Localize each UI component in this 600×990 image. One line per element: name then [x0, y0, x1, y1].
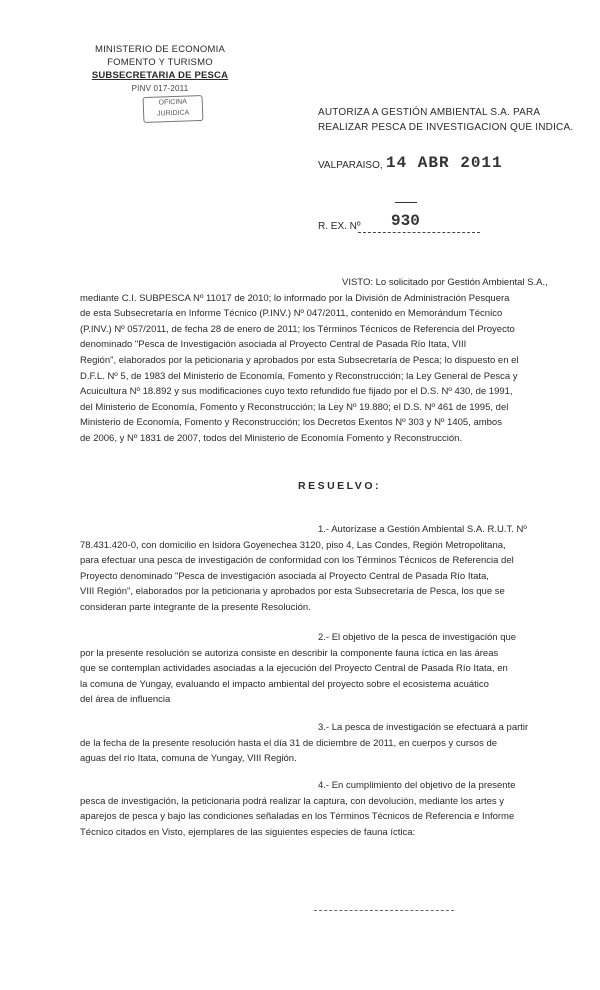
point-1-line-4: Proyecto denominado "Pesca de investigación asociada al Proyecto Central de Pasada Río Itata,	[80, 570, 489, 582]
resolution-point-1	[80, 522, 527, 616]
point-3-line-3: aguas del río Itata, comuna de Yungay, VIII Región.	[80, 753, 297, 765]
resolution-point-2	[80, 630, 516, 708]
number-underline	[358, 232, 480, 233]
point-1-line-5: VIII Región", elaborados por la peticionaria y aprobados por esta Subsecretaría de Pesca, los que se	[80, 586, 505, 598]
point-4-line-3: aparejos de pesca y bajo las condiciones señaladas en los Términos Técnicos de Referencia e Informe	[80, 811, 515, 823]
resuelvo-heading: RESUELVO:	[298, 480, 381, 492]
visto-section	[80, 275, 548, 447]
ministry-header	[80, 43, 240, 95]
place-and-date	[318, 154, 503, 172]
point-1-line-3: para efectuar una pesca de investigación de conformidad con los Términos Técnicos de Referencia del	[80, 555, 514, 567]
date-stamp: 14 ABR 2011	[386, 154, 503, 172]
visto-line-3: de esta Subsecretaría en Informe Técnico (P.INV.) Nº 047/2011, contenido en Memorándum Técnico	[80, 308, 503, 320]
subject-line-1: AUTORIZA A GESTIÓN AMBIENTAL S.A. PARA	[318, 107, 541, 118]
point-1-line-2: 78.431.420-0, con domicilio en Isidora Goyenechea 3120, piso 4, Las Condes, Región Metropolitana,	[80, 539, 506, 551]
point-4-line-1: 4.- En cumplimiento del objetivo de la presente	[318, 780, 516, 791]
stamp-line-2: JURIDICA	[156, 109, 190, 118]
point-4-line-4: Técnico citados en Visto, ejemplares de las siguientes especies de fauna íctica:	[80, 826, 416, 838]
stamp-line-1: OFICINA	[158, 98, 188, 107]
point-2-line-2: por la presente resolución se autoriza consiste en describir la componente fauna íctica en las áreas	[80, 647, 499, 659]
point-2-line-5: del área de influencia	[80, 694, 171, 706]
subject-line-2: REALIZAR PESCA DE INVESTIGACION QUE INDICA.	[318, 122, 574, 133]
resolution-point-3	[80, 720, 528, 767]
visto-line-7: D.F.L. Nº 5, de 1983 del Ministerio de Economía, Fomento y Reconstrucción; la Ley General de Pesca y	[80, 370, 518, 382]
visto-line-5: denominado "Pesca de Investigación asociada al Proyecto Central de Pasada Río Itata, VIII	[80, 339, 467, 351]
visto-line-1: VISTO: Lo solicitado por Gestión Ambiental S.A.,	[342, 277, 548, 288]
page-end-dashes	[314, 910, 454, 911]
visto-line-6: Región", elaborados por la peticionaria y aprobados por esta Subsecretaría de Pesca; lo dispuesto en el	[80, 354, 519, 366]
resolution-number-label: R. EX. Nº	[318, 221, 361, 232]
point-3-line-1: 3.- La pesca de investigación se efectuará a partir	[318, 722, 529, 733]
point-4-line-2: pesca de investigación, la peticionaria podrá realizar la captura, con devolución, mediante los artes y	[80, 795, 505, 807]
point-1-line-1: 1.- Autorízase a Gestión Ambiental S.A. R.U.T. Nº	[318, 524, 527, 535]
resolution-number: 930	[391, 212, 420, 230]
resolution-number-line	[318, 212, 420, 232]
visto-line-2: mediante C.I. SUBPESCA Nº 11017 de 2010; lo informado por la División de Administración Pesquera	[80, 292, 510, 304]
office-stamp	[143, 95, 204, 123]
visto-line-11: de 2006, y Nº 1831 de 2007, todos del Ministerio de Economía Fomento y Reconstrucción.	[80, 432, 463, 444]
ministry-name-line-1: MINISTERIO DE ECONOMIA	[94, 44, 226, 55]
ministry-name-line-2: FOMENTO Y TURISMO	[107, 57, 213, 68]
point-3-line-2: de la fecha de la presente resolución hasta el día 31 de diciembre de 2011, en cuerpos y cursos de	[80, 737, 498, 749]
visto-line-8: Acuicultura Nº 18.892 y sus modificaciones cuyo texto refundido fue fijado por el D.S. Nº 430, de 1991,	[80, 386, 513, 398]
point-2-line-1: 2.- El objetivo de la pesca de investigación que	[318, 632, 517, 643]
subsecretaria-name: SUBSECRETARIA DE PESCA	[91, 70, 229, 81]
resolution-point-4	[80, 778, 516, 840]
visto-line-4: (P.INV.) Nº 057/2011, de fecha 28 de enero de 2011; los Términos Técnicos de Referencia del Proyecto	[80, 323, 515, 335]
document-subject	[318, 105, 573, 135]
point-2-line-3: que se contemplan actividades asociadas a la ejecución del Proyecto Central de Pasada Río Itata, en	[80, 663, 508, 675]
visto-line-10: Ministerio de Economía, Fomento y Reconstrucción; los Decretos Exentos Nº 303 y Nº 1405, ambos	[80, 417, 502, 429]
point-2-line-4: la comuna de Yungay, evaluando el impacto ambiental del proyecto sobre el ecosistema acuático	[80, 678, 489, 690]
point-1-line-6: consideran parte integrante de la presente Resolución.	[80, 601, 311, 613]
file-reference: PINV 017-2011	[131, 84, 189, 93]
place-name: VALPARAISO,	[318, 160, 383, 171]
visto-line-9: del Ministerio de Economía, Fomento y Reconstrucción; la Ley Nº 19.880; el D.S. Nº 461 de 1995, del	[80, 401, 509, 413]
number-dash	[395, 202, 417, 203]
